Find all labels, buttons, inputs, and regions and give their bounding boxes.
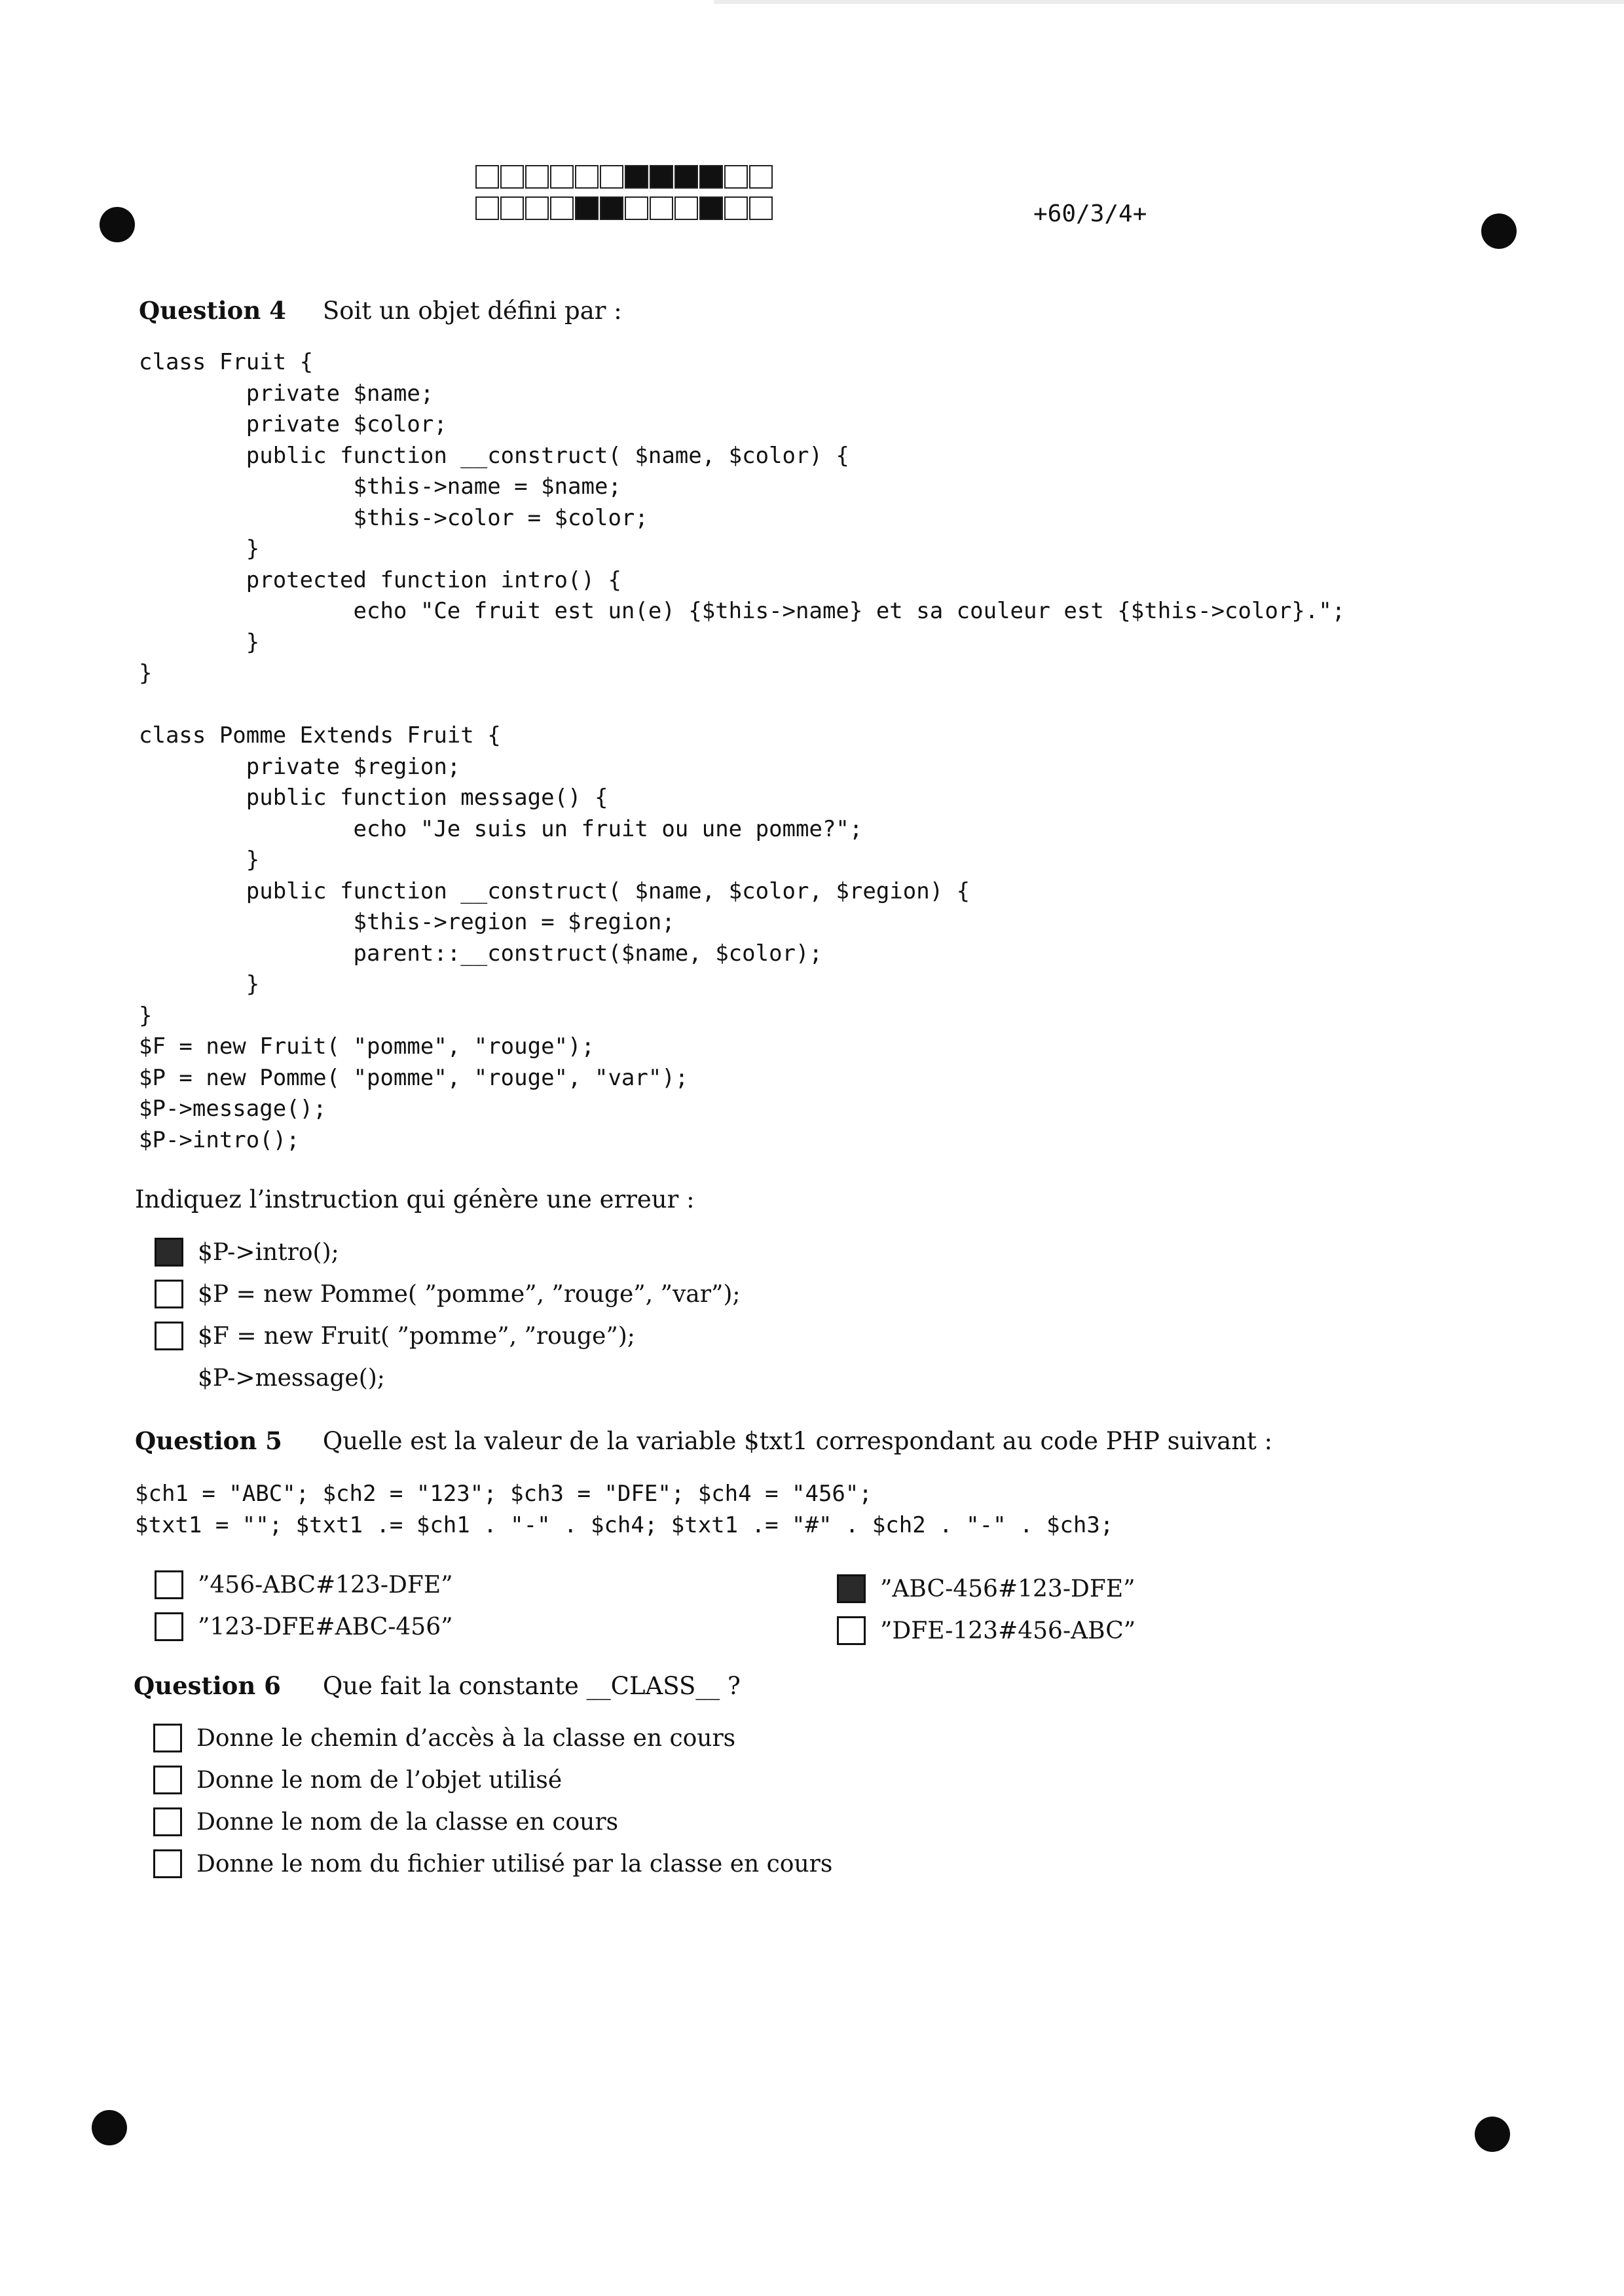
option-label: Donne le chemin d’accès à la classe en cours bbox=[196, 1724, 736, 1752]
option-label: ”DFE-123#456-ABC” bbox=[880, 1617, 1136, 1644]
checkbox-checked[interactable] bbox=[155, 1238, 183, 1267]
option-label: ”456-ABC#123-DFE” bbox=[198, 1571, 453, 1599]
checkbox[interactable] bbox=[153, 1849, 182, 1878]
id-barcode-row-2 bbox=[475, 196, 774, 220]
q6-option-1[interactable] bbox=[153, 1722, 735, 1754]
checkbox[interactable] bbox=[155, 1570, 183, 1599]
q6-option-2[interactable] bbox=[153, 1764, 562, 1796]
checkbox[interactable] bbox=[155, 1322, 183, 1350]
page-id: +60/3/4+ bbox=[1033, 200, 1147, 227]
q5-option-1[interactable] bbox=[155, 1569, 453, 1601]
question-4-code: class Fruit { private $name; private $color; public function __construct( $name, $color) { $this->name = $name; $this->color = $color; } protected function intro() { echo "Ce fruit est un(e) {$this->name} et sa couleur est {$this->color}."; } } class Pomme Extends Fruit { private $region; public function message() { echo "Je suis un fruit ou une pomme?"; } public function __construct( $name, $color, $region) { $this->region = $region; parent::__construct($name, $color); } } $F = new Fruit( "pomme", "rouge"); $P = new Pomme( "pomme", "rouge", "var"); $P->message(); $P->intro(); bbox=[139, 349, 1346, 1153]
checkbox-missing bbox=[155, 1363, 183, 1392]
question-text: Quelle est la valeur de la variable $txt1 correspondant au code PHP suivant : bbox=[322, 1427, 1273, 1455]
question-label: Question 6 bbox=[134, 1671, 281, 1700]
q4-option-1[interactable] bbox=[155, 1236, 339, 1268]
question-text: Soit un objet défini par : bbox=[322, 297, 622, 325]
q4-option-4[interactable] bbox=[155, 1362, 385, 1394]
scan-edge-shadow bbox=[714, 0, 1624, 4]
option-label: $P->message(); bbox=[198, 1364, 385, 1392]
option-label: $P = new Pomme( ”pomme”, ”rouge”, ”var”); bbox=[198, 1280, 741, 1308]
checkbox[interactable] bbox=[153, 1807, 182, 1836]
registration-mark-bottom-left bbox=[92, 2110, 127, 2145]
q6-option-4[interactable] bbox=[153, 1848, 832, 1879]
question-6-header bbox=[134, 1671, 741, 1700]
checkbox-checked[interactable] bbox=[837, 1574, 866, 1603]
option-label: $P->intro(); bbox=[198, 1238, 339, 1266]
option-label: ”ABC-456#123-DFE” bbox=[880, 1575, 1135, 1602]
question-text: Que fait la constante __CLASS__ ? bbox=[322, 1672, 741, 1700]
checkbox[interactable] bbox=[837, 1616, 866, 1645]
option-label: ”123-DFE#ABC-456” bbox=[198, 1613, 453, 1640]
q4-option-2[interactable] bbox=[155, 1278, 741, 1310]
q4-option-3[interactable] bbox=[155, 1320, 635, 1352]
question-5-code: $ch1 = "ABC"; $ch2 = "123"; $ch3 = "DFE"; $ch4 = "456"; $txt1 = ""; $txt1 .= $ch1 . "-" . $ch4; $txt1 .= "#" . $ch2 . "-" . $ch3; bbox=[135, 1481, 1114, 1538]
checkbox[interactable] bbox=[153, 1766, 182, 1794]
q5-option-4[interactable] bbox=[837, 1615, 1135, 1646]
registration-mark-top-left bbox=[100, 207, 135, 242]
question-4-prompt: Indiquez l’instruction qui génère une erreur : bbox=[135, 1185, 695, 1213]
checkbox[interactable] bbox=[155, 1612, 183, 1641]
q5-option-3[interactable] bbox=[837, 1573, 1135, 1604]
question-4-header bbox=[139, 296, 622, 325]
registration-mark-bottom-right bbox=[1475, 2117, 1510, 2152]
question-5-header bbox=[135, 1426, 1272, 1455]
checkbox[interactable] bbox=[155, 1280, 183, 1308]
option-label: Donne le nom de la classe en cours bbox=[196, 1808, 619, 1836]
question-label: Question 4 bbox=[139, 296, 286, 325]
question-label: Question 5 bbox=[135, 1426, 282, 1455]
option-label: $F = new Fruit( ”pomme”, ”rouge”); bbox=[198, 1322, 635, 1350]
id-barcode-row-1 bbox=[475, 165, 774, 189]
q6-option-3[interactable] bbox=[153, 1806, 618, 1838]
option-label: Donne le nom du fichier utilisé par la classe en cours bbox=[196, 1850, 833, 1878]
q5-option-2[interactable] bbox=[155, 1611, 453, 1642]
checkbox[interactable] bbox=[153, 1724, 182, 1752]
option-label: Donne le nom de l’objet utilisé bbox=[196, 1766, 563, 1794]
registration-mark-top-right bbox=[1481, 213, 1517, 249]
